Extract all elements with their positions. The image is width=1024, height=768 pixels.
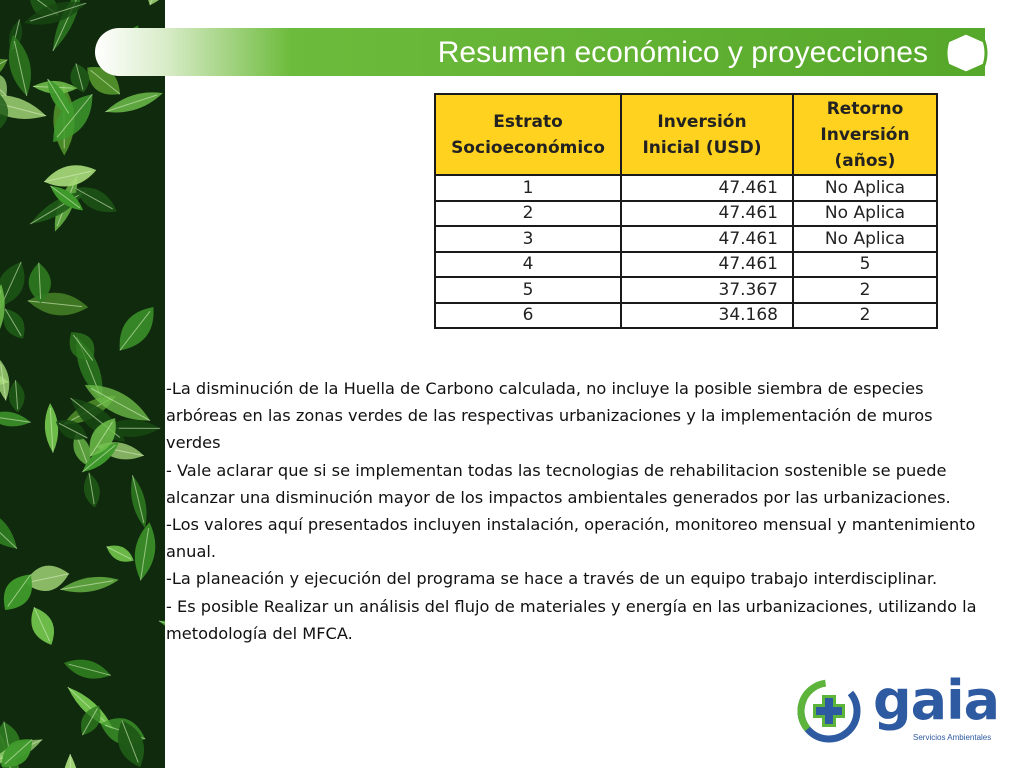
cell-estrato: 2 [435,201,621,227]
cell-inversion: 47.461 [621,252,793,278]
cell-inversion: 47.461 [621,201,793,227]
cell-inversion: 37.367 [621,277,793,303]
slide-title: Resumen económico y proyecciones [437,36,928,69]
table-row [435,277,937,303]
cell-estrato: 1 [435,175,621,201]
diamond-icon [944,31,988,75]
cell-retorno: No Aplica [793,226,937,252]
header-inversion: Inversión Inicial (USD) [621,94,793,175]
table-row [435,201,937,227]
cell-estrato: 3 [435,226,621,252]
gaia-logo [795,669,1000,747]
table-row [435,252,937,278]
note-paragraph: - Es posible Realizar un análisis del flujo de materiales y energía en las urbanizaciones, utilizando la metodología del MFCA. [166,596,977,643]
table-row [435,175,937,201]
cell-retorno: 2 [793,277,937,303]
logo-tagline: Servicios Ambientales [913,733,992,742]
cell-inversion: 47.461 [621,226,793,252]
cell-retorno: 5 [793,252,937,278]
cell-retorno: No Aplica [793,175,937,201]
investment-table [434,93,938,329]
note-paragraph: -Los valores aquí presentados incluyen instalación, operación, monitoreo mensual y mantenimiento anual. [166,515,976,562]
note-paragraph: -La disminución de la Huella de Carbono calculada, no incluye la posible siembra de especies arbóreas en las zonas verdes de las respectivas urbanizaciones y la implementación de muros verdes [166,379,933,453]
cell-estrato: 6 [435,303,621,329]
cell-inversion: 34.168 [621,303,793,329]
cell-inversion: 47.461 [621,175,793,201]
cell-estrato: 5 [435,277,621,303]
cell-retorno: 2 [793,303,937,329]
note-paragraph: - Vale aclarar que si se implementan todas las tecnologias de rehabilitacion sostenible se puede alcanzar una disminución mayor de los impactos ambientales generados por las urbanizaciones. [166,460,951,507]
table-row [435,226,937,252]
table-row [435,303,937,329]
notes-text [166,375,988,647]
leaf-border-decoration [0,0,165,768]
table-header-row [435,94,937,175]
header-retorno: Retorno Inversión (años) [793,94,937,175]
logo-wordmark: gaia [873,669,1000,732]
note-paragraph: -La planeación y ejecución del programa se hace a través de un equipo trabajo interdisciplinar. [166,569,938,589]
cell-estrato: 4 [435,252,621,278]
header-estrato: Estrato Socioeconómico [435,94,621,175]
cell-retorno: No Aplica [793,201,937,227]
